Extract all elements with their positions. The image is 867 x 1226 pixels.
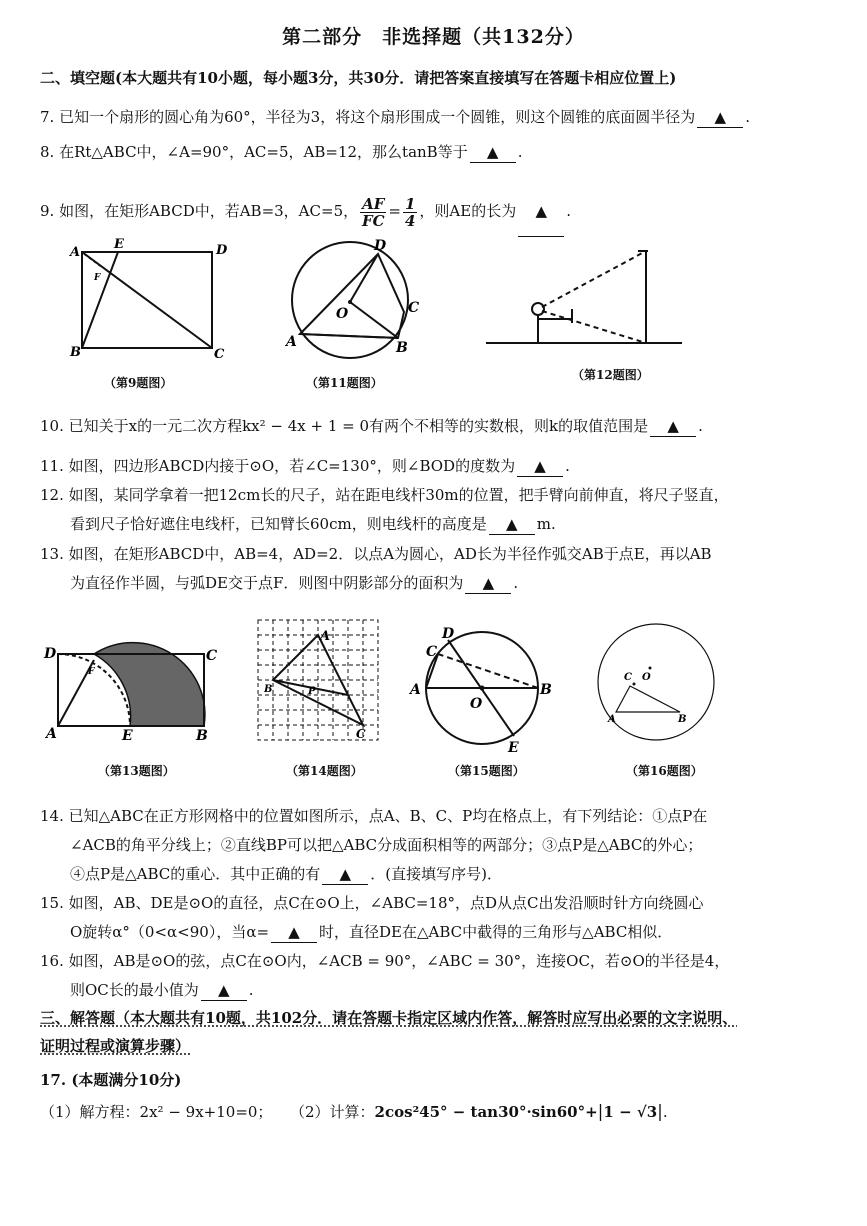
figure-16 [594, 616, 734, 746]
question-14-text-3: ④点P是△ABC的重心．其中正确的有 [70, 865, 321, 883]
question-7: 7. 已知一个扇形的圆心角为60°，半径为3，将这个扇形围成一个圆锥，则这个圆锥的底面圆半径为 ▲ . [40, 108, 750, 126]
fig13-label-c: C [206, 648, 218, 664]
answer-blank: ▲ [518, 186, 564, 237]
fig11-center [348, 300, 352, 304]
question-15-line-1 [40, 893, 704, 913]
question-16-text-2: 则OC长的最小值为 [70, 981, 199, 999]
fig15-label-o: O [470, 696, 483, 712]
figure-11 [278, 238, 428, 363]
answer-blank: ▲ [489, 514, 535, 535]
answer-blank: ▲ [271, 922, 317, 943]
fig13-label-f: F [88, 667, 95, 677]
fig13-label-b: B [196, 728, 208, 744]
fig12-sight-top [542, 251, 646, 307]
fig16-center [649, 667, 652, 670]
section-2-heading [40, 68, 676, 88]
fig9-label-e: E [114, 237, 124, 252]
fig15-label-a: A [410, 682, 421, 698]
abs-bar-left: | [597, 1102, 604, 1122]
question-17-part-1 [40, 1102, 272, 1122]
answer-blank: ▲ [697, 107, 743, 128]
fig15-label-d: D [442, 626, 455, 642]
fig9-diagonal-ac [82, 252, 212, 348]
answer-blank: ▲ [465, 573, 511, 594]
fig15-caption: （第15题图） [448, 764, 525, 778]
figure-15 [408, 624, 558, 756]
fig12-head [532, 303, 544, 315]
question-8: 8. 在Rt△ABC中，∠A=90°，AC=5，AB=12，那么tanB等于 ▲ . [40, 143, 523, 161]
fraction-numerator: AF [362, 194, 385, 213]
fig16-caption: （第16题图） [626, 764, 703, 778]
answer-blank: ▲ [470, 142, 516, 163]
question-14-text-2: ∠ACB的角平分线上；②直线BP可以把△ABC分成面积相等的两部分；③点P是△ABC的外心； [70, 836, 703, 854]
answer-blank: ▲ [650, 416, 696, 437]
question-13-text: 13. 如图，在矩形ABCD中，AB=4，AD=2．以点A为圆心，AD长为半径作弧交AB于点E，再以AB [40, 545, 712, 563]
fig9-label-c: C [214, 347, 225, 362]
question-14-line-3 [70, 864, 502, 885]
figure-14 [256, 618, 382, 744]
fig14-label-b: B [264, 684, 273, 695]
question-14-line-1 [40, 806, 707, 826]
question-12-unit: m. [536, 515, 556, 533]
question-17-part-2: （2）计算：2cos²45° − tan30°·sin60°+|1 − √3|. [290, 1102, 668, 1122]
fig13-caption: （第13题图） [98, 764, 175, 778]
fig11-chord-ab [300, 334, 398, 338]
question-17-heading [40, 1070, 181, 1090]
question-10-text: 10. 已知关于x的一元二次方程kx² − 4x + 1 = 0有两个不相等的实数根，则k的取值范围是 [40, 417, 649, 435]
fig11-label-c: C [408, 300, 420, 316]
fig15-bc [438, 654, 538, 688]
fraction-af-fc [360, 196, 386, 229]
figure-13 [44, 640, 224, 745]
fraction-one-quarter [403, 196, 417, 229]
fig14-label-p: P [308, 686, 316, 697]
figure-9 [70, 237, 230, 365]
answer-blank: ▲ [201, 980, 247, 1001]
question-14-text: 14. 已知△ABC在正方形网格中的位置如图所示，点A、B、C、P均在格点上，有下列结论：①点P在 [40, 807, 708, 825]
question-16-line-2: 则OC长的最小值为 ▲ . [70, 981, 254, 999]
fig14-label-c: C [356, 727, 366, 741]
fig13-label-a: A [46, 726, 57, 742]
fig16-label-o: O [642, 672, 651, 683]
question-14-line-2 [70, 835, 702, 855]
fig15-label-c: C [426, 644, 438, 660]
fraction-denominator: FC [361, 211, 385, 230]
fig11-label-a: A [286, 334, 297, 350]
abs-bar-right: | [657, 1102, 663, 1122]
question-13-line-2: 为直径作半圆，与弧DE交于点F．则图中阴影部分的面积为 ▲ . [70, 574, 519, 592]
fig16-label-c: C [624, 672, 632, 683]
question-15-text-2: O旋转α°（0<α<90），当α= [70, 923, 270, 941]
fig16-label-b: B [678, 714, 687, 725]
section-3-heading-text: 三、解答题（本大题共有10题，共102分．请在答题卡指定区域内作答，解答时应写出必要的文字说明、 [40, 1009, 738, 1027]
fig14-label-a: A [320, 629, 331, 644]
question-15-tail: 时，直径DE在△ABC中截得的三角形与△ABC相似． [319, 923, 673, 941]
question-12-text: 12. 如图，某同学拿着一把12cm长的尺子，站在距电线杆30m的位置，把手臂向前伸直，将尺子竖直， [40, 486, 729, 504]
question-17-expression: 2cos²45° − tan30°·sin60°+ [374, 1103, 598, 1121]
fig12-caption: （第12题图） [572, 368, 649, 382]
fig11-ob [350, 302, 398, 338]
fig11-label-d: D [374, 238, 387, 254]
question-10: 10. 已知关于x的一元二次方程kx² − 4x + 1 = 0有两个不相等的实数根，则k的取值范围是 ▲ . [40, 417, 703, 435]
answer-blank: ▲ [517, 456, 563, 477]
question-9-tail: ，则AE的长为 [419, 202, 517, 220]
question-8-text: 8. 在Rt△ABC中，∠A=90°，AC=5，AB=12，那么tanB等于 [40, 143, 468, 161]
question-12-text-2: 看到尺子恰好遮住电线杆，已知臂长60cm，则电线杆的高度是 [70, 515, 487, 533]
fig15-label-e: E [508, 740, 519, 756]
fig13-label-e: E [122, 728, 133, 744]
question-15-text: 15. 如图，AB、DE是⊙O的直径，点C在⊙O上，∠ABC=18°，点D从点C出发沿顺时针方向绕圆心 [40, 894, 704, 912]
question-16-line-1 [40, 951, 729, 971]
fig9-caption: （第9题图） [104, 376, 173, 390]
figure-12 [486, 245, 686, 350]
question-12-line-2 [70, 514, 556, 535]
question-15-line-2 [70, 922, 672, 943]
question-7-text: 7. 已知一个扇形的圆心角为60°，半径为3，将这个扇形围成一个圆锥，则这个圆锥的底面圆半径为 [40, 108, 696, 126]
fig12-sight-bottom [542, 311, 646, 343]
fig11-label-b: B [396, 340, 408, 356]
fig15-center [480, 686, 485, 691]
equals-sign: = [388, 202, 401, 220]
fig13-label-d: D [44, 646, 57, 662]
section-3-heading-line-2 [40, 1036, 190, 1056]
question-9-text: 9. 如图，在矩形ABCD中，若AB=3，AC=5， [40, 202, 359, 220]
fig15-label-b: B [540, 682, 552, 698]
fig11-caption: （第11题图） [306, 376, 383, 390]
question-11: 11. 如图，四边形ABCD内接于⊙O，若∠C=130°，则∠BOD的度数为 ▲ . [40, 457, 570, 475]
question-13-text-2: 为直径作半圆，与弧DE交于点F．则图中阴影部分的面积为 [70, 574, 464, 592]
question-16-text: 16. 如图，AB是⊙O的弦，点C在⊙O内，∠ACB = 90°，∠ABC = 30°，连接OC，若⊙O的半径是4， [40, 952, 730, 970]
fig9-label-a: A [70, 245, 81, 260]
fig16-label-a: A [608, 714, 616, 725]
fig13-shaded-region [94, 643, 205, 726]
question-9: 9. 如图，在矩形ABCD中，若AB=3，AC=5， $\frac{AF}{FC}$ = $\frac{1}{4}$ ，则AE的长为 ▲ . [40, 186, 571, 236]
section-2-heading-text: 二、填空题(本大题共有10小题，每小题3分，共30分．请把答案直接填写在答题卡相应位置上) [40, 69, 677, 87]
question-17-heading-text: 17. (本题满分10分) [40, 1071, 182, 1089]
question-17-abs-value: 1 − √3 [603, 1103, 658, 1121]
fig14-caption: （第14题图） [286, 764, 363, 778]
fig16-triangle [616, 686, 680, 712]
fig11-quad [300, 254, 404, 338]
question-12-line-1 [40, 485, 729, 505]
question-17-part-2-label: （2）计算： [290, 1103, 375, 1121]
fraction-denominator: 4 [404, 211, 416, 230]
question-11-text: 11. 如图，四边形ABCD内接于⊙O，若∠C=130°，则∠BOD的度数为 [40, 457, 516, 475]
answer-blank: ▲ [322, 864, 368, 885]
fig9-label-f: F [94, 273, 101, 283]
fig11-label-o: O [336, 306, 349, 322]
section-3-heading [40, 1008, 737, 1028]
question-17-part-1-text: （1）解方程：2x² − 9x+10=0； [40, 1103, 273, 1121]
page-title: 第二部分 非选择题（共132分） [282, 26, 585, 48]
fig9-label-d: D [216, 243, 228, 258]
question-14-tail: ．(直接填写序号)． [370, 865, 502, 883]
section-3-heading-text-2: 证明过程或演算步骤） [40, 1037, 191, 1055]
fig16-point-c [633, 683, 636, 686]
question-13-line-1 [40, 544, 712, 564]
fraction-numerator: 1 [404, 194, 416, 213]
fig9-label-b: B [70, 345, 81, 360]
